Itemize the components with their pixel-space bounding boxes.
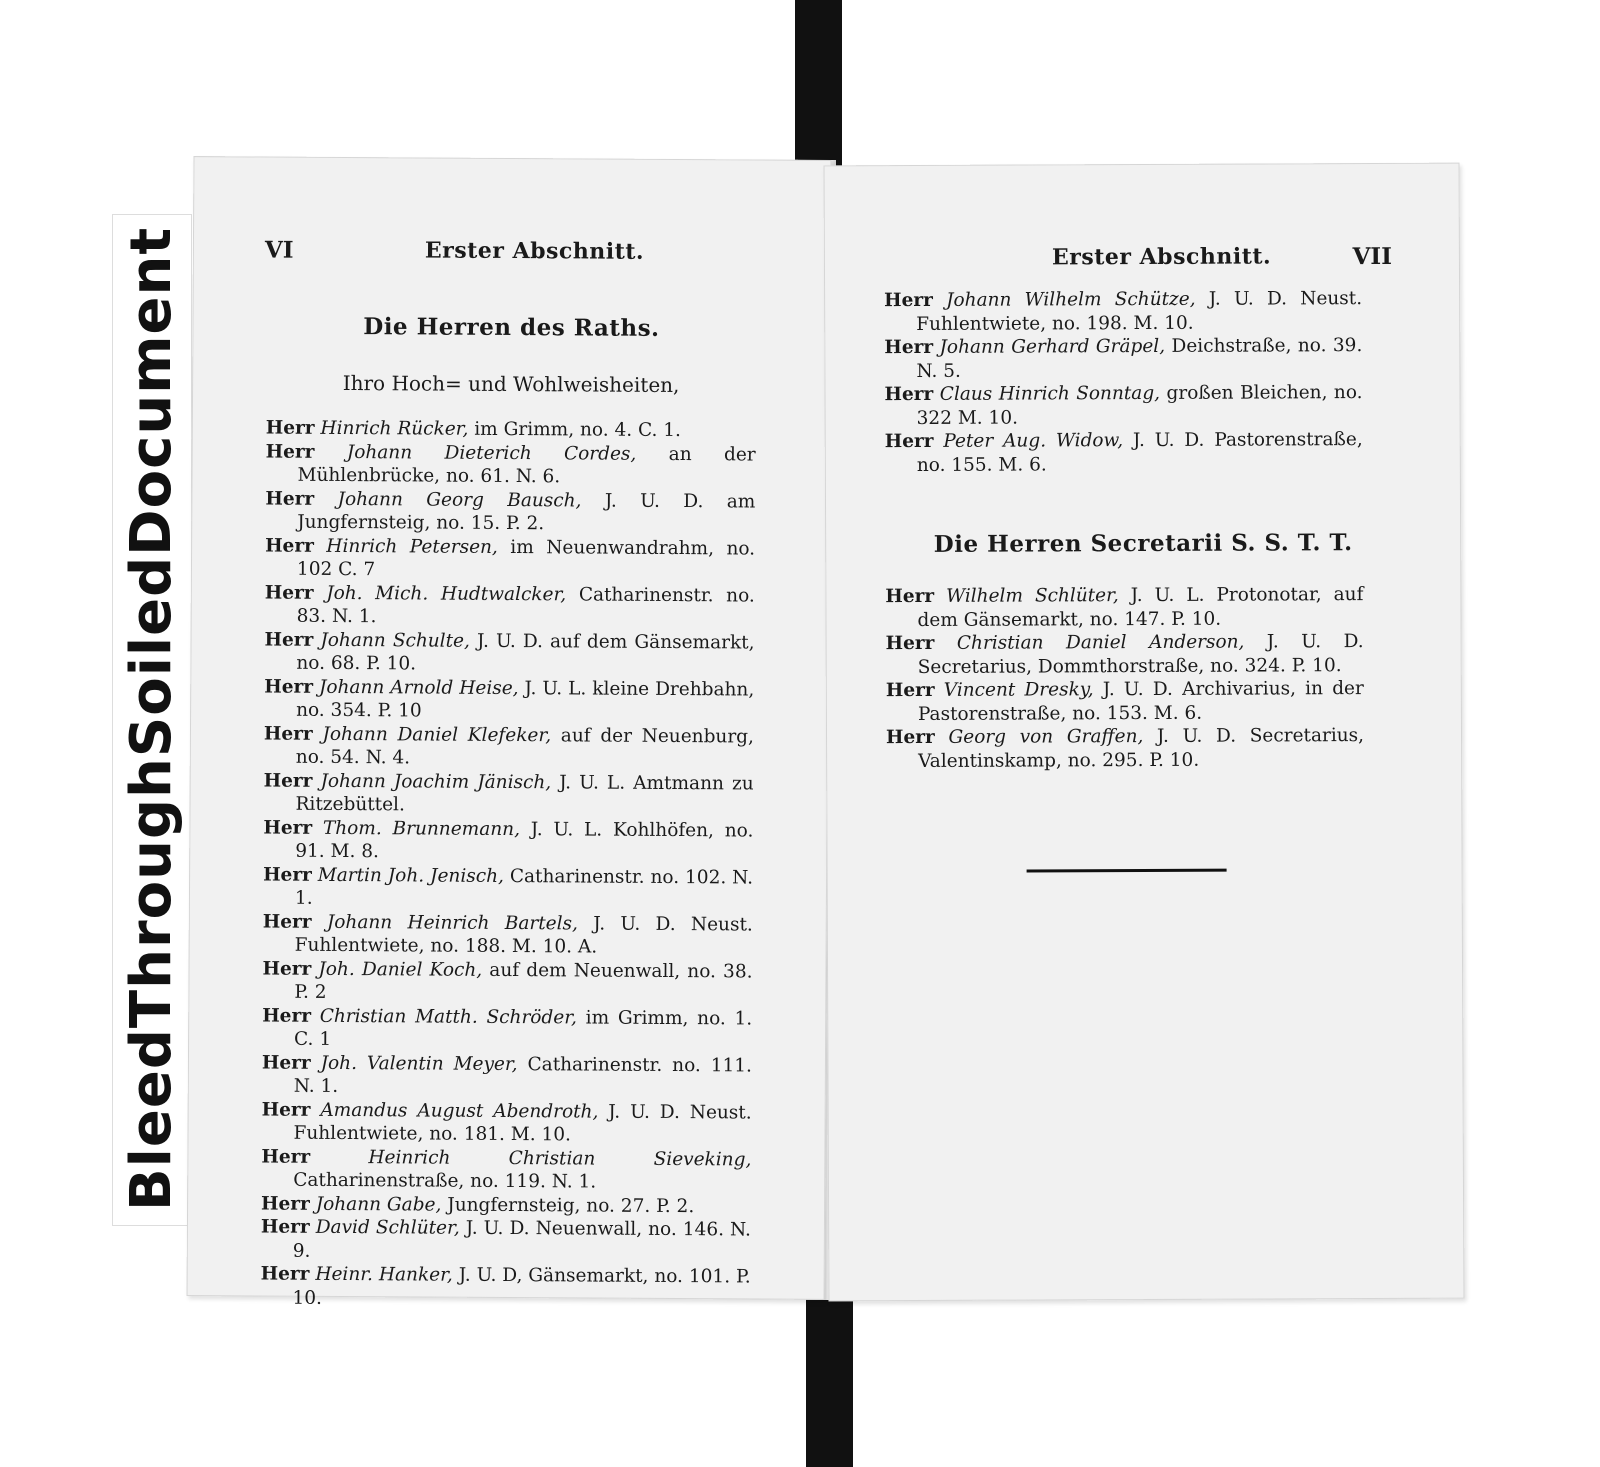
entry-name: Christian Daniel Anderson, (956, 631, 1245, 654)
entry-address: J. U. L. Protonotar, auf dem Gänsemarkt, no. 147. P. 10. (917, 584, 1364, 631)
entry-name: Georg von Graffen, (948, 726, 1144, 748)
entry-honorific: Herr (885, 585, 935, 608)
entry-honorific: Herr (261, 1192, 310, 1215)
entry (265, 534, 755, 584)
entry (261, 1192, 751, 1218)
entry-honorific: Herr (260, 1216, 310, 1238)
entry (885, 428, 1363, 477)
entry (886, 724, 1364, 773)
entry-honorific: Herr (265, 417, 315, 439)
entry (260, 1262, 750, 1312)
entry (261, 1215, 751, 1265)
entry-name: Hinrich Petersen, (326, 535, 498, 558)
entry (886, 677, 1364, 726)
entry-honorific: Herr (264, 629, 314, 651)
entry-honorific: Herr (262, 910, 312, 933)
entry (262, 957, 752, 1007)
entry-address: J. U. D. Pastorenstraße, no. 155. M. 6. (916, 429, 1363, 476)
entry-name: Johann Dieterich Cordes, (346, 441, 637, 465)
entry-address: Catharinenstr. no. 83. N. 1. (296, 583, 755, 628)
entry-name: Vincent Dresky, (943, 679, 1094, 701)
entry-address: J. U. D. am Jungfernsteig, no. 15. P. 2. (297, 489, 756, 535)
entry-address: an der Mühlenbrücke, no. 61. N. 6. (297, 443, 756, 488)
section-title: Die Herren Secretarii S. S. T. T. (933, 529, 1353, 558)
dark-tab-top (795, 0, 842, 168)
entry (264, 722, 754, 772)
left-page (187, 156, 832, 1309)
entry (261, 1098, 751, 1148)
entry-name: Joh. Daniel Koch, (318, 958, 483, 981)
entry (263, 816, 753, 866)
entry-address: J. U. D. Neust. Fuhlentwiete, no. 181. M. 10. (293, 1101, 752, 1146)
entry-honorific: Herr (265, 441, 315, 463)
entry-name: Johann Arnold Heise, (318, 676, 519, 699)
banner-word: Document (119, 226, 184, 556)
entry-honorific: Herr (261, 1098, 311, 1121)
dark-tab-bottom (806, 1290, 853, 1467)
entry-name: Johann Wilhelm Schütze, (946, 288, 1196, 311)
page-number: VII (1352, 242, 1392, 271)
entry-name: Johann Joachim Jänisch, (320, 770, 552, 793)
entry-honorific: Herr (261, 1145, 311, 1168)
entry-name: Heinr. Hanker, (315, 1263, 453, 1286)
entry-honorific: Herr (265, 488, 315, 510)
page-number: VI (264, 236, 294, 264)
entry-address: auf der Neuenburg, no. 54. N. 4. (295, 724, 755, 769)
entry-honorific: Herr (885, 726, 935, 749)
entry (264, 628, 754, 678)
banner-word: Soiled (119, 555, 184, 758)
entry-honorific: Herr (884, 336, 934, 359)
entry (263, 863, 753, 913)
entry-address: J. U. D. Neuenwall, no. 146. N. 9. (292, 1217, 752, 1262)
entry (884, 334, 1362, 383)
entry-address: im Neuenwandrahm, no. 102 C. 7 (296, 536, 756, 581)
entry-honorific: Herr (263, 723, 313, 745)
entry-honorific: Herr (884, 430, 934, 453)
running-head (193, 236, 831, 274)
entry-address: auf dem Neuenwall, no. 38. P. 2 (294, 959, 753, 1003)
entry-address: J. U. L. kleine Drehbahn, no. 354. P. 10 (296, 677, 755, 722)
entry-name: Johann Schulte, (320, 629, 470, 652)
entry-address: J. U. D. Neust. Fuhlentwiete, no. 198. M. 10. (916, 288, 1363, 335)
running-title: Erster Abschnitt. (1051, 243, 1272, 271)
running-title: Erster Abschnitt. (424, 237, 645, 265)
entry (265, 440, 755, 490)
entry (884, 287, 1362, 336)
entry (885, 583, 1363, 632)
closing-rule (1027, 869, 1227, 873)
entry-name: Wilhelm Schlüter, (946, 585, 1119, 607)
entry-name: Johann Heinrich Bartels, (326, 911, 579, 934)
entry-name: Christian Matth. Schröder, (319, 1005, 578, 1028)
entry-name: Martin Joh. Jenisch, (317, 864, 505, 887)
entry-honorific: Herr (264, 582, 314, 604)
entry-name: Amandus August Abendroth, (320, 1099, 599, 1123)
entry-address: Catharinenstr. no. 102. N. 1. (294, 865, 754, 909)
running-head (824, 243, 1460, 280)
entry-name: Johann Daniel Klefeker, (322, 723, 552, 746)
entry-name: Hinrich Rücker, (320, 417, 469, 440)
entry-honorific: Herr (884, 289, 933, 312)
entry-honorific: Herr (263, 770, 313, 792)
entry-honorific: Herr (264, 676, 314, 698)
scan-label-banner (112, 214, 192, 1226)
entry-honorific: Herr (262, 957, 312, 980)
section-title: Die Herren des Raths. (363, 313, 660, 342)
entry-address: J. U. D. Secretarius, Valentinskamp, no. 295. P. 10. (918, 725, 1365, 772)
entry (886, 630, 1364, 679)
entry-address: J. U. L. Kohlhöfen, no. 91. M. 8. (295, 818, 754, 863)
entry-honorific: Herr (263, 864, 312, 886)
entry-name: Joh. Valentin Meyer, (320, 1052, 518, 1075)
entry-name: Claus Hinrich Sonntag, (939, 382, 1161, 405)
entry-address: großen Bleichen, no. 322 M. 10. (916, 382, 1363, 429)
right-page (824, 163, 1465, 1302)
entry-address: J. U. D, Gänsemarkt, no. 101. P. 10. (292, 1264, 751, 1309)
entry-address: im Grimm, no. 1. C. 1 (294, 1006, 753, 1050)
scan-label-text (113, 215, 191, 1225)
entry (262, 1004, 752, 1054)
entry-list (885, 583, 1364, 773)
entry-honorific: Herr (263, 817, 313, 839)
entry (884, 381, 1362, 430)
entry-address: J. U. L. Amtmann zu Ritzebüttel. (295, 771, 754, 816)
entry-name: Thom. Brunnemann, (322, 817, 521, 840)
entry (261, 1145, 751, 1195)
entry (262, 1051, 752, 1101)
section-subtitle: Ihro Hoch= und Wohlweisheiten, (342, 370, 680, 398)
entry-list (260, 417, 755, 1313)
entry-address: Catharinenstraße, no. 119. N. 1. (293, 1169, 597, 1193)
entry-name: Joh. Mich. Hudtwalcker, (326, 582, 567, 605)
entry-address: im Grimm, no. 4. C. 1. (468, 418, 682, 442)
entry (265, 487, 755, 537)
entry-address: Jungfernsteig, no. 27. P. 2. (441, 1194, 695, 1217)
entry-name: Peter Aug. Widow, (943, 430, 1124, 452)
entry-honorific: Herr (884, 383, 934, 406)
banner-word: Bleed (119, 1028, 184, 1211)
entry-name: David Schlüter, (315, 1216, 460, 1239)
entry-name: Johann Gabe, (315, 1193, 442, 1216)
entry (264, 675, 754, 725)
entry-address: Catharinenstr. no. 111. N. 1. (293, 1053, 753, 1097)
entry-honorific: Herr (265, 535, 314, 557)
entry-name: Johann Gerhard Gräpel, (939, 335, 1166, 358)
entry-address: J. U. D. Secretarius, Dommthorstraße, no. 324. P. 10. (917, 631, 1364, 678)
entry-name: Heinrich Christian Sieveking, (368, 1146, 752, 1170)
entry-honorific: Herr (261, 1051, 311, 1074)
entry (263, 910, 753, 960)
entry-name: Johann Georg Bausch, (337, 488, 582, 511)
entry-honorific: Herr (262, 1004, 312, 1027)
entry-honorific: Herr (260, 1263, 310, 1285)
entry-honorific: Herr (885, 632, 935, 655)
entry-list (884, 287, 1363, 477)
banner-word: Through (119, 757, 184, 1029)
entry-address: Deichstraße, no. 39. N. 5. (916, 335, 1363, 382)
entry (266, 417, 756, 443)
entry (265, 581, 755, 631)
entry (263, 769, 753, 819)
entry-address: J. U. D. Archivarius, in der Pastorenstraße, no. 153. M. 6. (917, 678, 1364, 725)
entry-address: J. U. D. Neust. Fuhlentwiete, no. 188. M. 10. A. (294, 912, 753, 958)
entry-address: J. U. D. auf dem Gänsemarkt, no. 68. P. 10. (296, 630, 755, 675)
entry-honorific: Herr (885, 679, 935, 702)
